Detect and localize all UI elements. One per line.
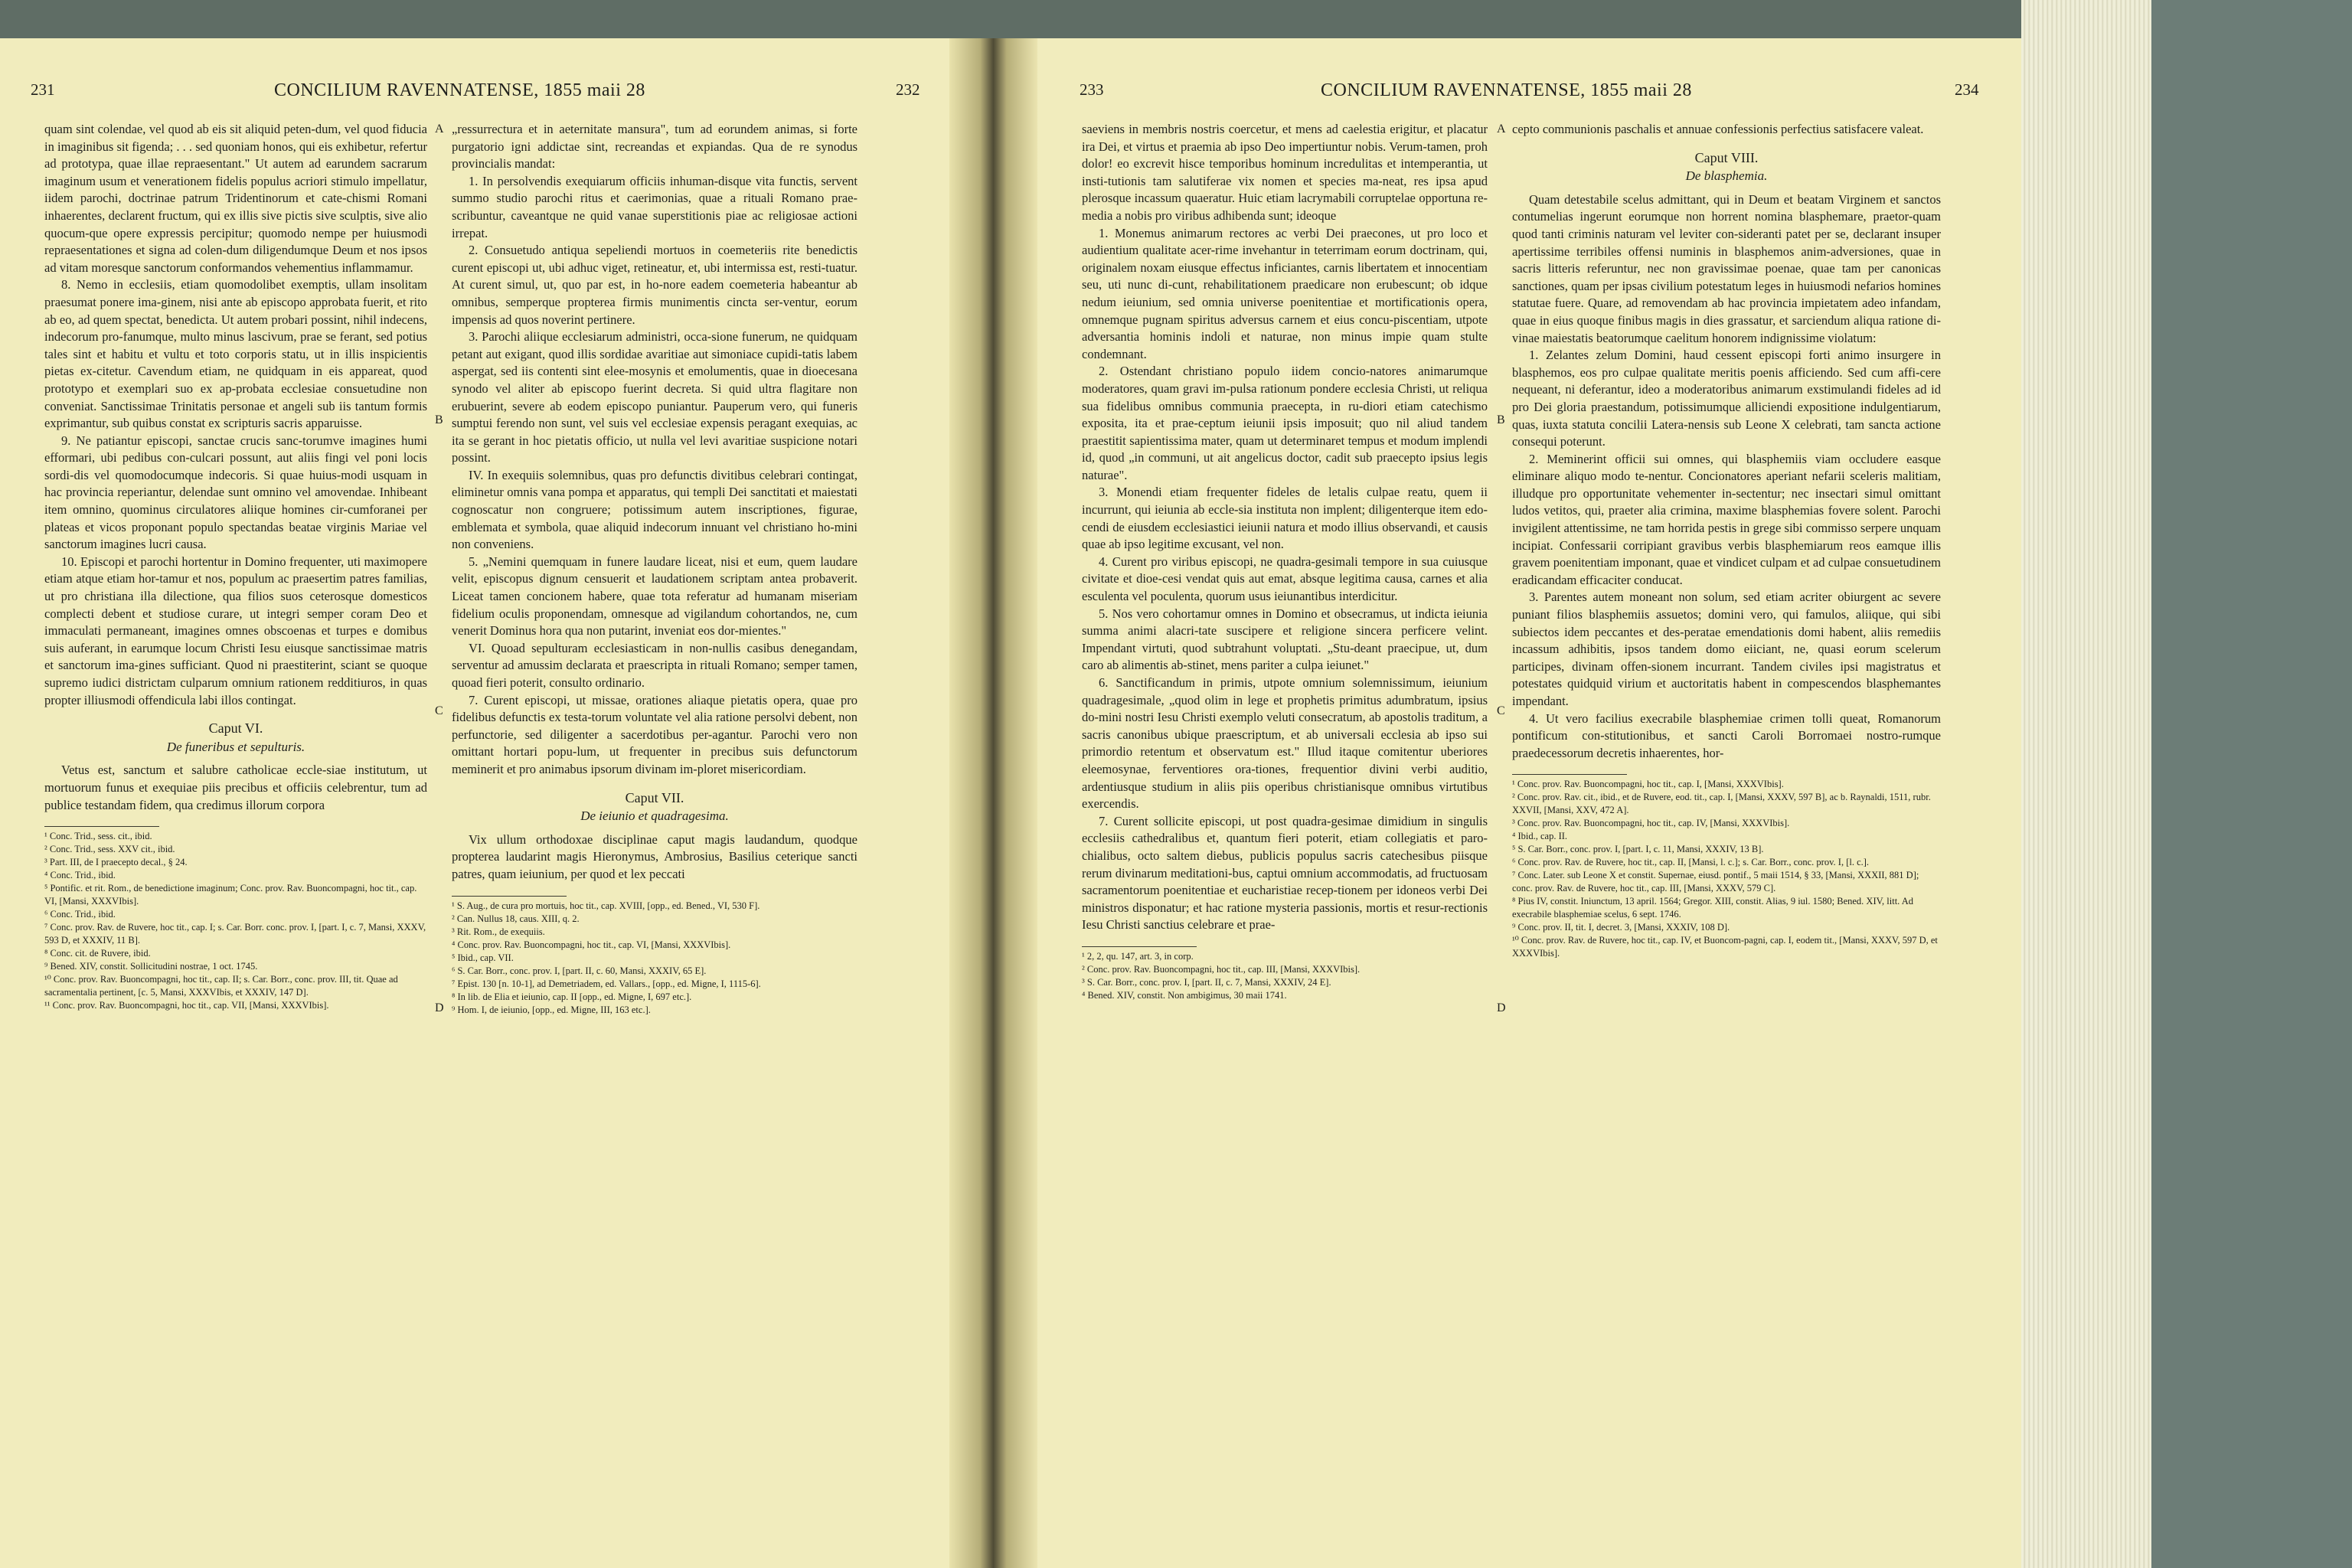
footnote: ⁷ Conc. prov. Rav. de Ruvere, hoc tit., cap. I; s. Car. Borr. conc. prov. I, [part. I, c. 7, Mansi, XXXV, 593 D, et XXXIV, 11 B]. (44, 922, 426, 946)
footnotes (44, 830, 427, 1012)
footnote: ³ Rit. Rom., de exequiis. (452, 926, 545, 937)
paragraph: 8. Nemo in ecclesiis, etiam quomodolibet exemptis, ullam insolitam praesumat ponere ima-ginem, nisi ante ab episcopo approbata fuerit, et rito ab eo, ad quem spectat, benedicta. Ut autem probari possint, nihil indecens, indecorum pro-fanumque, multo minus lascivum, prae se ferant, sed potius tales sint et habitu et vultu et toto corporis statu, ut in illis inspicientis pietas ex-citetur. Cavendum etiam, ne quidquam in eis appareat, quod prototypo et exemplari suo ex ap-probata ecclesiae consuetudine non conveniat. Sanctissimae Trinitatis personae et angeli sub iis tantum formis exprimantur, sub quibus constat ex scripturis sacris apparuisse. (44, 277, 427, 431)
paragraph: 4. Curent pro viribus episcopi, ne quadra-gesimali tempore in sua cuiusque civitate et dioe-cesi vendat quis aut emat, absque legitima causa, carnes et alia esculenta vel poculenta, quorum usus ieiunantibus interdicitur. (1082, 554, 1488, 604)
footnote: ⁸ Pius IV, constit. Iniunctum, 13 april. 1564; Gregor. XIII, constit. Alias, 9 iul. 1580; Bened. XIV, litt. Ad execrabile blasphemiae scelus, 6 sept. 1746. (1512, 896, 1914, 920)
top-shadow (0, 0, 2021, 38)
page-number-233: 233 (1080, 80, 1104, 99)
page-number-234: 234 (1955, 80, 1979, 99)
footnotes (452, 900, 858, 1017)
margin-letter-a: A (1497, 122, 1506, 136)
page-number-232: 232 (896, 80, 920, 99)
paragraph: 1. Zelantes zelum Domini, haud cessent episcopi forti animo insurgere in blasphemos, eos pro culpae qualitate meritis poenis afficiendo. Sed cum affi-cere nequeant, ni deferantur, ideo a moderatoribus animarum exstimulandi fideles ad id pro Dei gloria praestandum, potissimumque alliciendi expositione indulgentiarum, quas, iuxta statuta concilii Latera-nensis sub Leone X celebrati, tam sancta actione consequi poterunt. (1512, 348, 1941, 449)
margin-letter-b: B (435, 413, 443, 426)
footnote: ⁴ Ibid., cap. II. (1512, 831, 1568, 842)
paragraph: 2. Consuetudo antiqua sepeliendi mortuos in coemeteriis rite benedictis curent episcopi ut, ubi adhuc viget, retineatur, et, ubi intermissa est, resti-tuatur. At curent simul, ut, quo par est, in ho-nore eadem coemeteria habeantur ab omnibus, semperque propterea firmis munimentis cincta ser-ventur, eorum impensis ad quos noverint pertinere. (452, 243, 858, 327)
right-page-header (1037, 80, 2021, 111)
footnote: ³ Conc. prov. Rav. Buoncompagni, hoc tit., cap. IV, [Mansi, XXXVIbis]. (1512, 818, 1790, 829)
margin-letter-c: C (1497, 704, 1505, 717)
paragraph: 3. Parentes autem moneant non solum, sed etiam acriter obiurgent ac severe puniant filios blasphemiis assuetos; domini vero, qui famulos, aliique, qui sibi subiectos idem peccantes et des-peratae emendationis domi habent, aliis remediis incassum adhibitis, ipsos tandem domo eiiciant, ne, quasi eorum scelerum participes, divinam offen-sionem incurrant. Tandem civiles ipsi magistratus et potestates quidquid virium et auctoritatis habent in compescendos blasphemantes impendant. (1512, 590, 1941, 708)
footnote: ² Conc. prov. Rav. cit., ibid., et de Ruvere, eod. tit., cap. I, [Mansi, XXXV, 597 B], ac b. Raynaldi, 1511, rubr. XXVII, [Mansi, XXV, 472 A]. (1512, 792, 1931, 816)
page-edges (2021, 0, 2151, 1568)
paragraph: 7. Curent sollicite episcopi, ut post quadra-gesimae dimidium in singulis ecclesiis cathedralibus et, quantum fieri poterit, etiam collegiatis et paro-chialibus, octo saltem diebus, publicis populus sacris catechesibus piisque rerum divinarum meditationi-bus, captui omnium accommodatis, ad fructuosam sacramentorum poenitentiae et eucharistiae recep-tionem per idoneos verbi Dei ministros disponatur; et hac ratione mysteria passionis, mortis et resur-rectionis Iesu Christi sanctius celebrare et prae- (1082, 813, 1488, 933)
paragraph: 3. Parochi aliique ecclesiarum administri, occa-sione funerum, ne quidquam petant aut exigant, quod illis sordidae avaritiae aut simoniace cupidi-tatis labem aspergat, sed iis contenti sint elee-mosynis et emolumentis, quae in dioecesana synodo vel aliter ab episcopo fuerint decreta. Si quid ultra flagitare non erubuerint, severe ab eodem episcopo puniantur. Pauperum vero, qui funeris sumptui ferendo non sunt, vel suis vel ecclesiae expensis peragant exequias, ac ita se gerant in hoc pietatis officio, ut nulla vel levi avaritiae suspicione notari possint. (452, 329, 858, 466)
footnote: ¹¹ Conc. prov. Rav. Buoncompagni, hoc tit., cap. VII, [Mansi, XXXVIbis]. (44, 1000, 329, 1011)
footnote: ⁷ Epist. 130 [n. 10-1], ad Demetriadem, ed. Vallars., [opp., ed. Migne, I, 1115-6]. (452, 978, 761, 989)
paragraph: 9. Ne patiantur episcopi, sanctae crucis sanc-torumve imagines humi efformari, ubi pedibus con-culcari possunt, aut aliis fingi vel poni locis sordi-dis vel quomodocumque indecoris. Si quae huius-modi usquam in hac provincia reperiantur, delendae sunt omnino vel amovendae. Inhibeant item omnino, quominus circulatores aliique homines cir-cumforanei per plateas et vicos proponant populo spectandas beatae virginis Mariae vel sanctorum imagines lucri causa. (44, 433, 427, 552)
footnote: ⁸ Conc. cit. de Ruvere, ibid. (44, 948, 151, 959)
right-page (1037, 38, 2021, 1568)
left-page-column-1 (44, 121, 427, 1012)
footnote: ² Can. Nullus 18, caus. XIII, q. 2. (452, 913, 580, 924)
book-gutter (949, 38, 1037, 1568)
footnote: ¹⁰ Conc. prov. Rav. Buoncompagni, hoc tit., cap. II; s. Car. Borr., conc. prov. III, tit. Quae ad sacramentalia pertinent, [c. 5, Mansi, XXXVIbis, et XXXIV, 147 D]. (44, 974, 398, 998)
footnote: ⁴ Conc. prov. Rav. Buoncompagni, hoc tit., cap. VI, [Mansi, XXXVIbis]. (452, 939, 731, 950)
footnote: ⁵ Ibid., cap. VII. (452, 952, 514, 963)
paragraph: 2. Meminerint officii sui omnes, qui blasphemiis viam occludere easque eliminare aliquo modo te-nentur. Concionatores aperiant nefarii sceleris malitiam, illudque pro opportunitate vehementer in-sectentur; nec insectari simul omittant ludos vetitos, qui, praeter alia crimina, maxime blasphemias fovere solent. Parochi invigilent attentissime, ne tam horrida pestis in grege sibi commisso serpere unquam incipiat. Confessarii corripiant gravibus verbis blasphemiarum reos eamque illis gravem poenitentiam imponant, quae et vindicet culpam et ad culpae consuetudinem eradicandam efficaciter conducat. (1512, 451, 1941, 587)
left-page-header (0, 80, 949, 111)
paragraph: „ressurrectura et in aeternitate mansura", tum ad eorundem animas, si forte purgatorio igni addictae sint, recreandas et expiandas. Qua de re synodus provincialis mandat: (452, 122, 858, 172)
paragraph: 7. Curent episcopi, ut missae, orationes aliaque pietatis opera, quae pro fidelibus defunctis ex testa-torum voluntate vel alia ratione persolvi debent, non perfunctorie, sed diligenter a sacerdotibus per-agantur. Parochi vero non omittant hortari popu-lum, ut frequenter in precibus suis defunctorum meminerit et pro animabus ipsorum divinam im-ploret misericordiam. (452, 692, 858, 776)
paragraph: 1. Monemus animarum rectores ac verbi Dei praecones, ut pro loco et audientium qualitate acer-rime invehantur in teterrimam eorum doctrinam, qui, originalem noxam eiusque effectus inficiantes, carnis libertatem et innocentiam seu, uti nunc di-cunt, rehabilitationem praedicare non erubescunt; ob idque nedum ieiunium, sed omnia universe poenitentiae et mortificationis opera, omnemque pugnam spiritus adversus carnem et eius concu-piscentiam, utpote adversantia hominis indoli et naturae, non minus impie quam stulte condemnant. (1082, 225, 1488, 361)
footnote: ⁴ Bened. XIV, constit. Non ambigimus, 30 maii 1741. (1082, 989, 1287, 1001)
margin-letter-d: D (435, 1001, 444, 1014)
footnotes (1512, 778, 1941, 960)
footnote: ¹ 2, 2, qu. 147, art. 3, in corp. (1082, 950, 1194, 962)
paragraph: IV. In exequiis solemnibus, quas pro defunctis divitibus celebrari contingat, eliminetur omnis vana pompa et apparatus, qui templi Dei sanctitati et maiestati cognoscatur non congruere; potissimum autem inscriptiones, figurae, emblemata et symbola, quae aliquid indecorum innuant vel christiano ho-mini non conveniens. (452, 467, 858, 552)
footnote: ⁶ Conc. Trid., ibid. (44, 909, 116, 920)
paragraph: Vetus est, sanctum et salubre catholicae eccle-siae institutum, ut mortuorum funus et exequiae piis precibus et officiis celebrentur, tum ad publice testandam fidem, qua credimus illorum corpora (44, 763, 427, 812)
footnote: ¹ Conc. prov. Rav. Buoncompagni, hoc tit., cap. I, [Mansi, XXXVIbis]. (1512, 779, 1784, 790)
footnote: ¹⁰ Conc. prov. Rav. de Ruvere, hoc tit., cap. IV, et Buoncom-pagni, cap. I, eodem tit., [Mansi, XXXV, 597 D, et XXXVIbis]. (1512, 935, 1938, 959)
footnote: ⁹ Conc. prov. II, tit. I, decret. 3, [Mansi, XXXIV, 108 D]. (1512, 922, 1730, 933)
paragraph: 2. Ostendant christiano populo iidem concio-natores animarumque moderatores, quam gravi im-pulsa rationum pondere ecclesia Christi, ut reliqua sua fidelibus omnibus communia praecepta, in ru-diori etiam catechismo exposita, ita et prae-ceptum ieiunii ipsis imposuit; quo nil aliud tandem praestitit sapientissima mater, quam ut determinaret tempus et modum implendi id, quod „in communi, ut ait angelicus doctor, cadit sub praecepto ipsius legis naturae". (1082, 364, 1488, 482)
paragraph: VI. Quoad sepulturam ecclesiasticam in non-nullis casibus denegandam, serventur ad amussim declarata et praescripta in rituali Romano; semper tamen, quoad fieri poterit, consulto ordinario. (452, 640, 858, 690)
margin-letter-d: D (1497, 1001, 1506, 1014)
paragraph: Vix ullum orthodoxae disciplinae caput magis laudandum, quodque propterea laudarint magis Hieronymus, Ambrosius, Basilius ceterique sancti patres, quam ieiunium, per quod et lex peccati (452, 831, 858, 881)
left-page (0, 38, 949, 1568)
right-page-column-1 (1082, 121, 1488, 1002)
paragraph: 5. „Nemini quemquam in funere laudare liceat, nisi et eum, quem laudare velit, episcopus dignum censuerit et laudationem scriptam antea probaverit. Liceat tamen concionem habere, quae tota referatur ad humanam miseriam fidelium oculis proponendam, omnesque ad vigilandum cohortandos, ne, cum venerit Dominus hora qua non putarint, inveniat eos dor-mientes." (452, 554, 858, 639)
paragraph: Quam detestabile scelus admittant, qui in Deum et beatam Virginem et sanctos contumelias ingerunt eorumque non horrent nomina blasphemare, praetor-quam quod tanti criminis naturam vel leviter con-sideranti patet per se, declarant insuper apertissime terribiles offensi numinis in blasphemos anim-adversiones, quae in sacris litteris referuntur, nec non gravissimae poenae, quae tam per canonicas sanctiones, quam per ipsas civilium potestatum leges in huiusmodi nefarios homines statutae fuere. Quare, ad removendam ab hac provincia impietatem adeo infandam, quae in eius quoque finibus magis in dies grassatur, et sarciendum aliqua ratione di-vinae maiestatis beatorumque caelitum honorem indignissime violatum: (1512, 191, 1941, 345)
section-subheading: De blasphemia. (1685, 168, 1768, 184)
paragraph: cepto communionis paschalis et annuae confessionis perfectius satisfacere valeat. (1512, 122, 1924, 136)
background-shadow (2151, 0, 2352, 1568)
paragraph: 10. Episcopi et parochi hortentur in Domino frequenter, uti maximopere etiam atque etiam hor-tamur et nos, populum ac praesertim patres familias, ut pro christiana illa dilectione, qua filios suos ceterosque domesticos complecti debent et studiose curare, ut integri semper coram Deo et immaculati permaneant, imagines omnes obscoenas et turpes e domibus suis auferant, in earumque locum Christi Iesu eiusque sanctissimae matris et sanctorum ima-gines sufficiant. Quod ni praestiterint, sciant se quoque supremo iudici districtam culparum omnium rationem redditiuros, in quas propter illiusmodi offendicula labi illos contingat. (44, 554, 427, 707)
left-page-column-2 (452, 121, 858, 1017)
footnote: ¹ Conc. Trid., sess. cit., ibid. (44, 831, 152, 842)
paragraph: 6. Sanctificandum in primis, utpote omnium solemnissimum, ieiunium quadragesimale, „quod olim in lege et prophetis primitus adumbratum, ipsius do-mini nostri Iesu Christi exemplo veluti consecratum, ab apostolis traditum, a sacris canonibus ubique praescriptum, et ab universali ecclesia ab ipso sui primordio retentum et observatum est." Illud itaque comitentur uberiores eleemosynae, ferventiores ora-tiones, frequentior divini verbi auditio, ardentiusque studium in aliis piis operibus christianisque omnibus virtutibus exercendis. (1082, 675, 1488, 812)
footnote: ¹ S. Aug., de cura pro mortuis, hoc tit., cap. XVIII, [opp., ed. Bened., VI, 530 F]. (452, 900, 760, 911)
section-heading: Caput VII. (625, 789, 684, 805)
paragraph: 3. Monendi etiam frequenter fideles de letalis culpae reatu, quem ii incurrunt, qui ieiunia ab eccle-sia instituta non implent; diligenterque item edo-cendi de eiusdem ecclesiastici ieiunii natura et modo illius observandi, et causis quae ab ipso legitime excusant, vel non. (1082, 485, 1488, 552)
section-heading: Caput VI. (208, 720, 263, 737)
footnote: ³ Part. III, de I praecepto decal., § 24. (44, 857, 188, 868)
footnote: ² Conc. Trid., sess. XXV cit., ibid. (44, 844, 175, 855)
right-page-column-2 (1512, 121, 1941, 960)
margin-letter-c: C (435, 704, 443, 717)
footnote: ⁶ S. Car. Borr., conc. prov. I, [part. II, c. 60, Mansi, XXXIV, 65 E]. (452, 965, 707, 976)
footnote: ² Conc. prov. Rav. Buoncompagni, hoc tit., cap. III, [Mansi, XXXVIbis]. (1082, 963, 1361, 975)
paragraph: 5. Nos vero cohortamur omnes in Domino et obsecramus, ut indicta ieiunia summa animi alacri-tate suscipere et religione sincera perficere velint. Impendant virtuti, quod subtrahunt voluptati. „Stu-deant praecipue, ut, dum caro ab alimentis ab-stinet, mens pariter a culpa ieiunet." (1082, 606, 1488, 673)
margin-letter-b: B (1497, 413, 1505, 426)
section-subheading: De funeribus et sepulturis. (166, 739, 305, 754)
footnote: ⁸ In lib. de Elia et ieiunio, cap. II [opp., ed. Migne, I, 697 etc.]. (452, 991, 692, 1002)
footnote: ⁷ Conc. Later. sub Leone X et constit. Supernae, eiusd. pontif., 5 maii 1514, § 33, [Mansi, XXXII, 881 D]; conc. prov. Rav. de Ruvere, hoc tit., cap. III, [Mansi, XXXV, 579 C]. (1512, 870, 1919, 894)
footnote: ⁵ S. Car. Borr., conc. prov. I, [part. I, c. 11, Mansi, XXXIV, 13 B]. (1512, 844, 1764, 855)
section-subheading: De ieiunio et quadragesima. (580, 808, 729, 824)
margin-letter-a: A (435, 122, 444, 136)
running-title: CONCILIUM RAVENNATENSE, 1855 maii 28 (274, 80, 645, 100)
footnote: ⁵ Pontific. et rit. Rom., de benedictione imaginum; Conc. prov. Rav. Buoncompagni, hoc tit., cap. VI, [Mansi, XXXVIbis]. (44, 883, 417, 907)
paragraph: quam sint colendae, vel quod ab eis sit aliquid peten-dum, vel quod fiducia in imaginibus sit figenda; . . . sed quoniam honos, qui eis exhibetur, refertur ad prototypa, quae illae repraesentant." Ut autem ad earundem sacrarum imaginum usum et venerationem fidelis populus acriori stimulo impellatur, iidem parochi, doctrinae patrum Tridentinorum et cate-chismi Romani inhaerentes, declarent fructum, qui ex illis sive pictis sive sculptis, sive alio quocum-que opere expressis percipitur; quomodo nempe per huiusmodi repraesentationes et signa ad colen-dum diligendumque Deum et nos ipsos ad vitam moresque sanctorum conformandos vehementius inflammamur. (44, 122, 427, 275)
footnote: ⁹ Bened. XIV, constit. Sollicitudini nostrae, 1 oct. 1745. (44, 961, 258, 972)
footnote: ⁴ Conc. Trid., ibid. (44, 870, 116, 881)
footnote: ⁶ Conc. prov. Rav. de Ruvere, hoc tit., cap. II, [Mansi, l. c.]; s. Car. Borr., conc. prov. I, [l. c.]. (1512, 857, 1870, 868)
paragraph: 1. In persolvendis exequiarum officiis inhuman-disque vita functis, servent summo studio parochi ritus et caerimonias, quae a rituali Romano prae-scribuntur, caveantque ne quid vanae superstitionis piae ac religiosae actioni irrepat. (452, 173, 858, 240)
page-number-231: 231 (31, 80, 55, 99)
footnote: ³ S. Car. Borr., conc. prov. I, [part. II, c. 7, Mansi, XXXIV, 24 E]. (1082, 976, 1331, 988)
running-title: CONCILIUM RAVENNATENSE, 1855 maii 28 (1321, 80, 1692, 100)
footnote: ⁹ Hom. I, de ieiunio, [opp., ed. Migne, III, 163 etc.]. (452, 1004, 651, 1015)
section-heading: Caput VIII. (1694, 149, 1759, 165)
paragraph: 4. Ut vero facilius execrabile blasphemiae crimen tolli queat, Romanorum pontificum con-stitutionibus, et sancti Caroli Borromaei nostro-rumque praedecessorum decretis inhaerentes, hor- (1512, 710, 1941, 760)
paragraph: saeviens in membris nostris coercetur, et mens ad caelestia erigitur, et placatur ira Dei, et virtus et praemia ab ipso Deo impertiuntur nobis. Verum-tamen, proh dolor! eo excrevit hisce temporibus hominum incredulitas et intemperantia, ut insti-tutionis tam salutiferae vix nomen et species ma-neat, res ipsa apud plerosque incassum quaeratur. Huic etiam lacrymabili corruptelae opportuna re-media a nobis pro viribus adhibenda sunt; ideoque (1082, 122, 1488, 223)
footnotes (1082, 950, 1488, 1002)
